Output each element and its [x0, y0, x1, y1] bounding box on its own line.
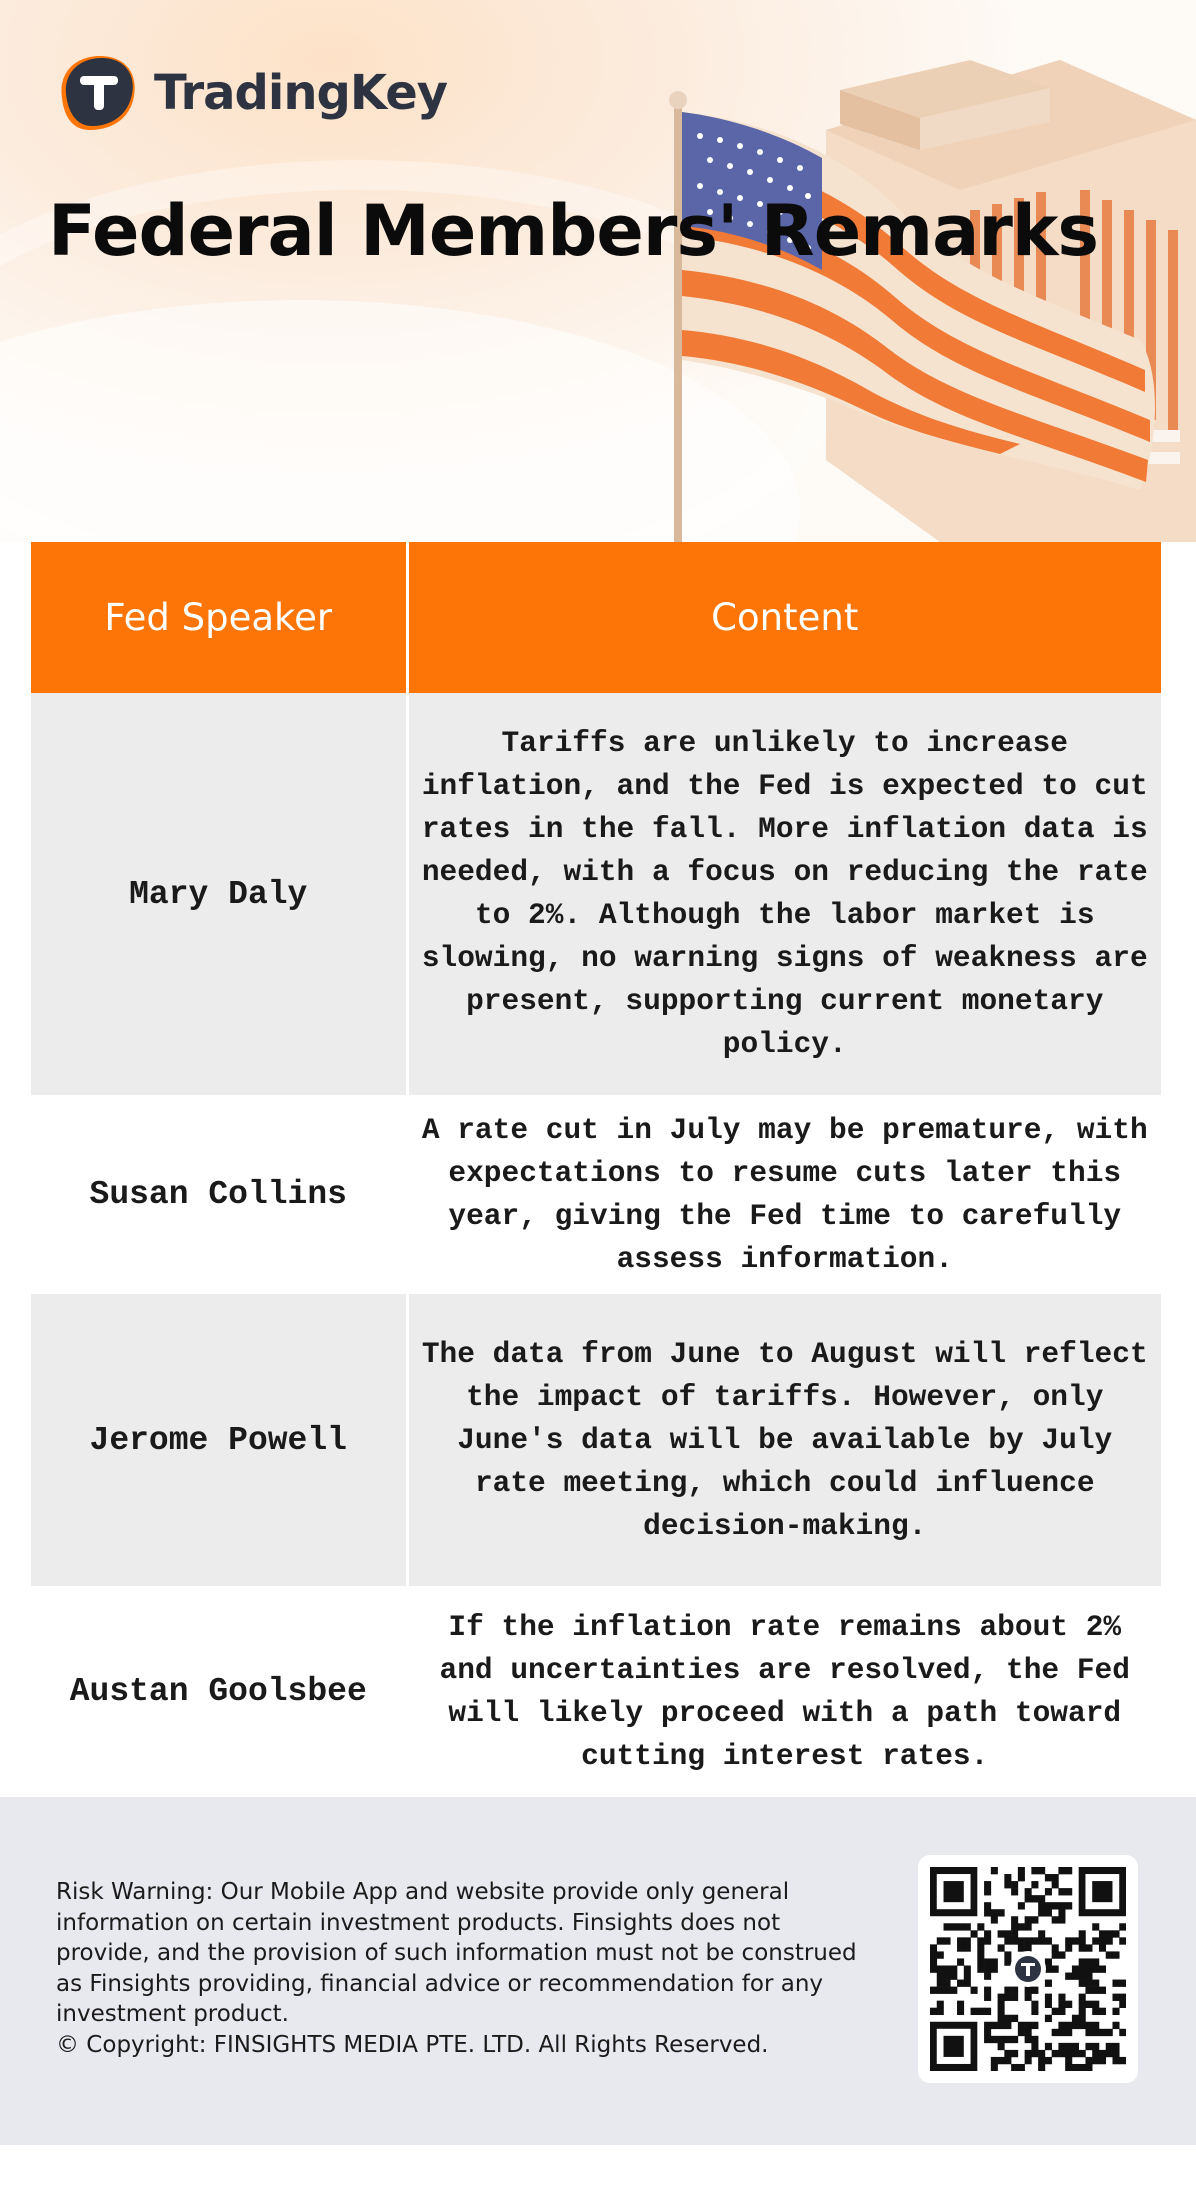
flag-pole	[674, 100, 682, 542]
speaker-name: Austan Goolsbee	[31, 1586, 407, 1797]
tradingkey-logo-icon	[54, 50, 140, 136]
remark-content: Tariffs are unlikely to increase inflation, and the Fed is expected to cut rates in the fall. More inflation data is needed, with a focus on reducing the rate to 2%. Although the labor market is slowing, no warning signs of weakness are present, supporting current monetary policy.	[407, 693, 1161, 1095]
remark-content: The data from June to August will reflect the impact of tariffs. However, only June's data will be available by July rate meeting, which could influence decision-making.	[407, 1294, 1161, 1586]
remark-content: If the inflation rate remains about 2% and uncertainties are resolved, the Fed will likely proceed with a path toward cutting interest rates.	[407, 1586, 1161, 1797]
brand-logo	[54, 50, 447, 136]
table-row	[31, 693, 1161, 1095]
table-row	[31, 1586, 1161, 1797]
speaker-name: Mary Daly	[31, 693, 407, 1095]
risk-warning: Risk Warning: Our Mobile App and website provide only general information on certain investment products. Finsights does not provide, and the provision of such information must not be construed as Finsights providing, financial advice or recommendation for any investment product.	[56, 1879, 857, 2027]
qr-code[interactable]	[918, 1855, 1138, 2083]
table-header-row	[31, 542, 1161, 693]
header-banner	[0, 0, 1196, 542]
copyright: © Copyright: FINSIGHTS MEDIA PTE. LTD. All Rights Reserved.	[56, 2031, 769, 2058]
header-fed-speaker: Fed Speaker	[31, 542, 407, 693]
flag-building-illustration	[640, 40, 1196, 542]
qr-code-icon	[930, 1867, 1126, 2071]
footer	[0, 1797, 1196, 2145]
header-content: Content	[407, 542, 1161, 693]
speaker-name: Susan Collins	[31, 1095, 407, 1294]
table-row	[31, 1095, 1161, 1294]
speaker-name: Jerome Powell	[31, 1294, 407, 1586]
page-title: Federal Members' Remarks	[48, 190, 1099, 272]
fed-remarks-table	[31, 542, 1161, 1797]
remark-content: A rate cut in July may be premature, with expectations to resume cuts later this year, giving the Fed time to carefully assess information.	[407, 1095, 1161, 1294]
risk-warning-block	[56, 1877, 876, 2060]
brand-name: TradingKey	[154, 65, 448, 121]
table-row	[31, 1294, 1161, 1586]
